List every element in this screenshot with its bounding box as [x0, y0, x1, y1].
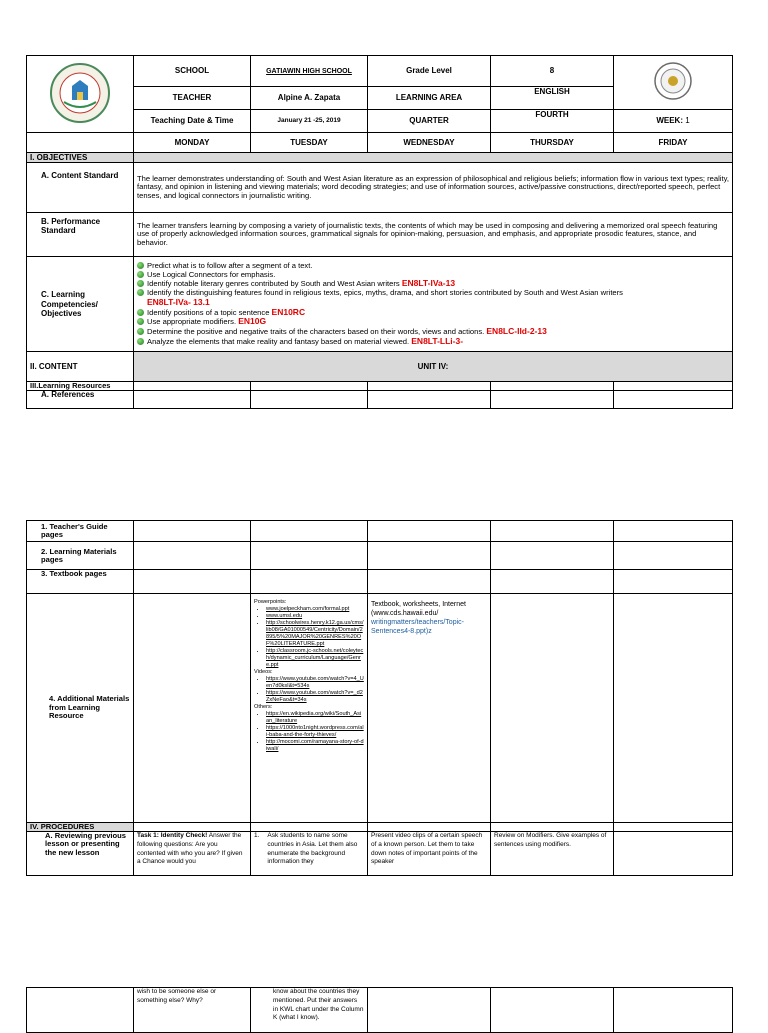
wednesday-procedure-text: Present video clips of a certain speech of a known person. Let them to take down notes of important points of the speaker	[368, 832, 491, 876]
green-bullet-icon	[137, 338, 144, 345]
green-bullet-icon	[137, 318, 144, 325]
powerpoint-links	[254, 606, 364, 669]
performance-standard-label: B. Performance Standard	[27, 213, 134, 257]
link[interactable]: • http://schoolwires.henry.k12.ga.us/cms/lib08/GA01000549/Centricity/Domain/2895/5%20MAJOR%20GENRES%20OF%20LITERATURE.ppt	[266, 620, 364, 648]
task-title: Task 1: Identity Check!	[137, 832, 208, 839]
procedure-number: 1.	[254, 832, 260, 839]
learning-area-label: LEARNING AREA	[368, 87, 491, 110]
powerpoints-heading: Powerpoints:	[254, 599, 287, 605]
teacher-value: Alpine A. Zapata	[251, 87, 368, 110]
teachers-guide-label: 1. Teacher's Guide pages	[27, 521, 134, 542]
tuesday-materials-cell	[251, 594, 368, 823]
competency-code: EN8LT-IVa-13	[401, 278, 456, 289]
competency-item: Use appropriate modifiers. EN10G	[137, 317, 729, 327]
monday-procedure-continued: wish to be someone else or something else? Why?	[134, 988, 251, 1033]
references-label: A. References	[27, 391, 134, 409]
competency-item: Predict what is to follow after a segment of a text.	[137, 262, 729, 271]
green-bullet-icon	[137, 262, 144, 269]
link[interactable]: • https://en.wikipedia.org/wiki/South_Asian_literature	[266, 711, 364, 725]
other-links	[254, 711, 364, 753]
competency-item: Identify notable literary genres contributed by South and West Asian writers EN8LT-IVa-13	[137, 279, 729, 289]
link[interactable]: • http://classroom.jc-schools.net/coleytech/dynamic_curriculum/Language/Genre.ppt	[266, 648, 364, 669]
days-blank-cell	[27, 133, 134, 153]
content-value: UNIT IV:	[134, 352, 733, 382]
competency-item: Analyze the elements that make reality and fantasy based on material viewed. EN8LT-LLi-3-	[137, 337, 729, 347]
green-bullet-icon	[137, 280, 144, 287]
others-heading: Others:	[254, 703, 273, 710]
competency-item: Determine the positive and negative traits of the characters based on their words, views and actions. EN8LC-IId-2-13	[137, 327, 729, 337]
school-logo-cell	[27, 56, 134, 133]
content-standard-label: A. Content Standard	[27, 163, 134, 213]
link[interactable]: • https://www.youtube.com/watch?v=4_Uen7d0ksI&t=534s	[266, 676, 364, 690]
learning-materials-label: 2. Learning Materials pages	[27, 542, 134, 570]
videos-heading: Videos:	[254, 668, 273, 675]
competency-item: Identify the distinguishing features found in religious texts, epics, myths, drama, and short stories contributed by South and West Asian writers EN8LT-IVa- 13.1	[137, 289, 729, 307]
green-bullet-icon	[137, 289, 144, 296]
competencies-label: C. Learning Competencies/ Objectives	[27, 257, 134, 352]
textbook-pages-label: 3. Textbook pages	[27, 570, 134, 594]
green-bullet-icon	[137, 328, 144, 335]
procedures-heading: IV. PROCEDURES	[27, 823, 134, 832]
grade-value: 8	[491, 56, 614, 87]
green-bullet-icon	[137, 309, 144, 316]
wednesday-materials-link[interactable]: writingmatters/teachers/Topic-Sentences4-8.ppt)z	[371, 619, 464, 636]
lesson-plan-continuation-table	[26, 987, 733, 1033]
link[interactable]: • https://1000nto1night.wordpress.com/ali-baba-and-the-forty-thieves/	[266, 725, 364, 739]
day-thursday: THURSDAY	[491, 133, 614, 153]
school-value: GATIAWIN HIGH SCHOOL	[251, 56, 368, 87]
additional-materials-label: 4. Additional Materials from Learning Resource	[27, 594, 134, 823]
link[interactable]: • www.joelpeckham.com/formal.ppt	[266, 606, 364, 613]
link[interactable]: • https://www.youtube.com/watch?v=_d2ZxNeFao&t=34s	[266, 690, 364, 704]
learning-area-value: ENGLISH	[491, 87, 614, 110]
reviewing-lesson-label: A. Reviewing previous lesson or presenting the new lesson	[27, 832, 134, 876]
competency-item: Identify positions of a topic sentence EN10RC	[137, 308, 729, 318]
day-friday: FRIDAY	[614, 133, 733, 153]
content-standard-text: The learner demonstrates understanding of: South and West Asian literature as an expression of philosophical and religious beliefs; information flow in various text types; reality, fantasy, and opinion in listening and viewing materials; word decoding strategies; and use of information sources, active/passive constructions, direct/reported speech, perfect tenses, and logical connectors in journalistic writing.	[134, 163, 733, 213]
lesson-plan-resources-table	[26, 520, 733, 876]
thursday-procedure-text: Review on Modifiers. Give examples of sentences using modifiers.	[491, 832, 614, 876]
monday-procedure-text: Answer the following questions: Are you contented with who you are? If given a Chance would you	[137, 832, 243, 866]
deped-logo-cell	[614, 56, 733, 110]
week-value: 1	[685, 116, 690, 126]
wednesday-materials-cell	[368, 594, 491, 823]
competency-code: EN8LT-LLi-3-	[411, 335, 464, 346]
tuesday-procedure-cell	[251, 832, 368, 876]
objectives-heading: I. OBJECTIVES	[27, 153, 134, 163]
monday-procedure-cell	[134, 832, 251, 876]
performance-standard-text: The learner transfers learning by composing a variety of journalistic texts, the contents of which may be used in composing and delivering a memorized oral speech featuring use of properly acknowledged information sources, grammatical signals for opinion-making, persuasion, and emphasis, and appropriate prosodic features, stance, and behavior.	[134, 213, 733, 257]
week-label: WEEK:	[656, 116, 683, 126]
competency-code: EN8LC-IId-2-13	[486, 326, 547, 337]
day-tuesday: TUESDAY	[251, 133, 368, 153]
deped-seal-logo	[653, 61, 693, 101]
link[interactable]: • http://mocomi.com/ramayana-story-of-diwali/	[266, 739, 364, 753]
quarter-label: QUARTER	[368, 110, 491, 133]
competencies-list	[134, 257, 733, 352]
lesson-plan-header-table	[26, 55, 733, 409]
week-cell	[614, 110, 733, 133]
teaching-date-label: Teaching Date & Time	[134, 110, 251, 133]
teaching-date-value: January 21 -25, 2019	[251, 110, 368, 133]
day-wednesday: WEDNESDAY	[368, 133, 491, 153]
link[interactable]: • www.umsl.edu	[266, 613, 364, 620]
day-monday: MONDAY	[134, 133, 251, 153]
tuesday-procedure-continued: know about the countries they mentioned. Put their answers in KWL chart under the Column K (what I know).	[251, 988, 368, 1033]
tuesday-procedure-text: Ask students to name some countries in Asia. Let them also enumerate the background information they	[267, 832, 358, 866]
competency-code: EN8LT-IVa- 13.1	[147, 296, 210, 307]
competency-code: EN10G	[238, 316, 267, 327]
wednesday-materials-text: Textbook, worksheets, Internet (www.cds.hawaii.edu/	[371, 601, 466, 618]
grade-label: Grade Level	[368, 56, 491, 87]
school-label: SCHOOL	[134, 56, 251, 87]
objectives-heading-fill	[134, 153, 733, 163]
green-bullet-icon	[137, 271, 144, 278]
competency-code: EN10RC	[271, 306, 306, 317]
video-links	[254, 676, 364, 704]
school-seal-logo	[42, 62, 118, 124]
teacher-label: TEACHER	[134, 87, 251, 110]
competency-item: Use Logical Connectors for emphasis.	[137, 271, 729, 280]
learning-resources-heading: III.Learning Resources	[27, 382, 134, 391]
quarter-value: FOURTH	[491, 110, 614, 133]
content-label: II. CONTENT	[27, 352, 134, 382]
